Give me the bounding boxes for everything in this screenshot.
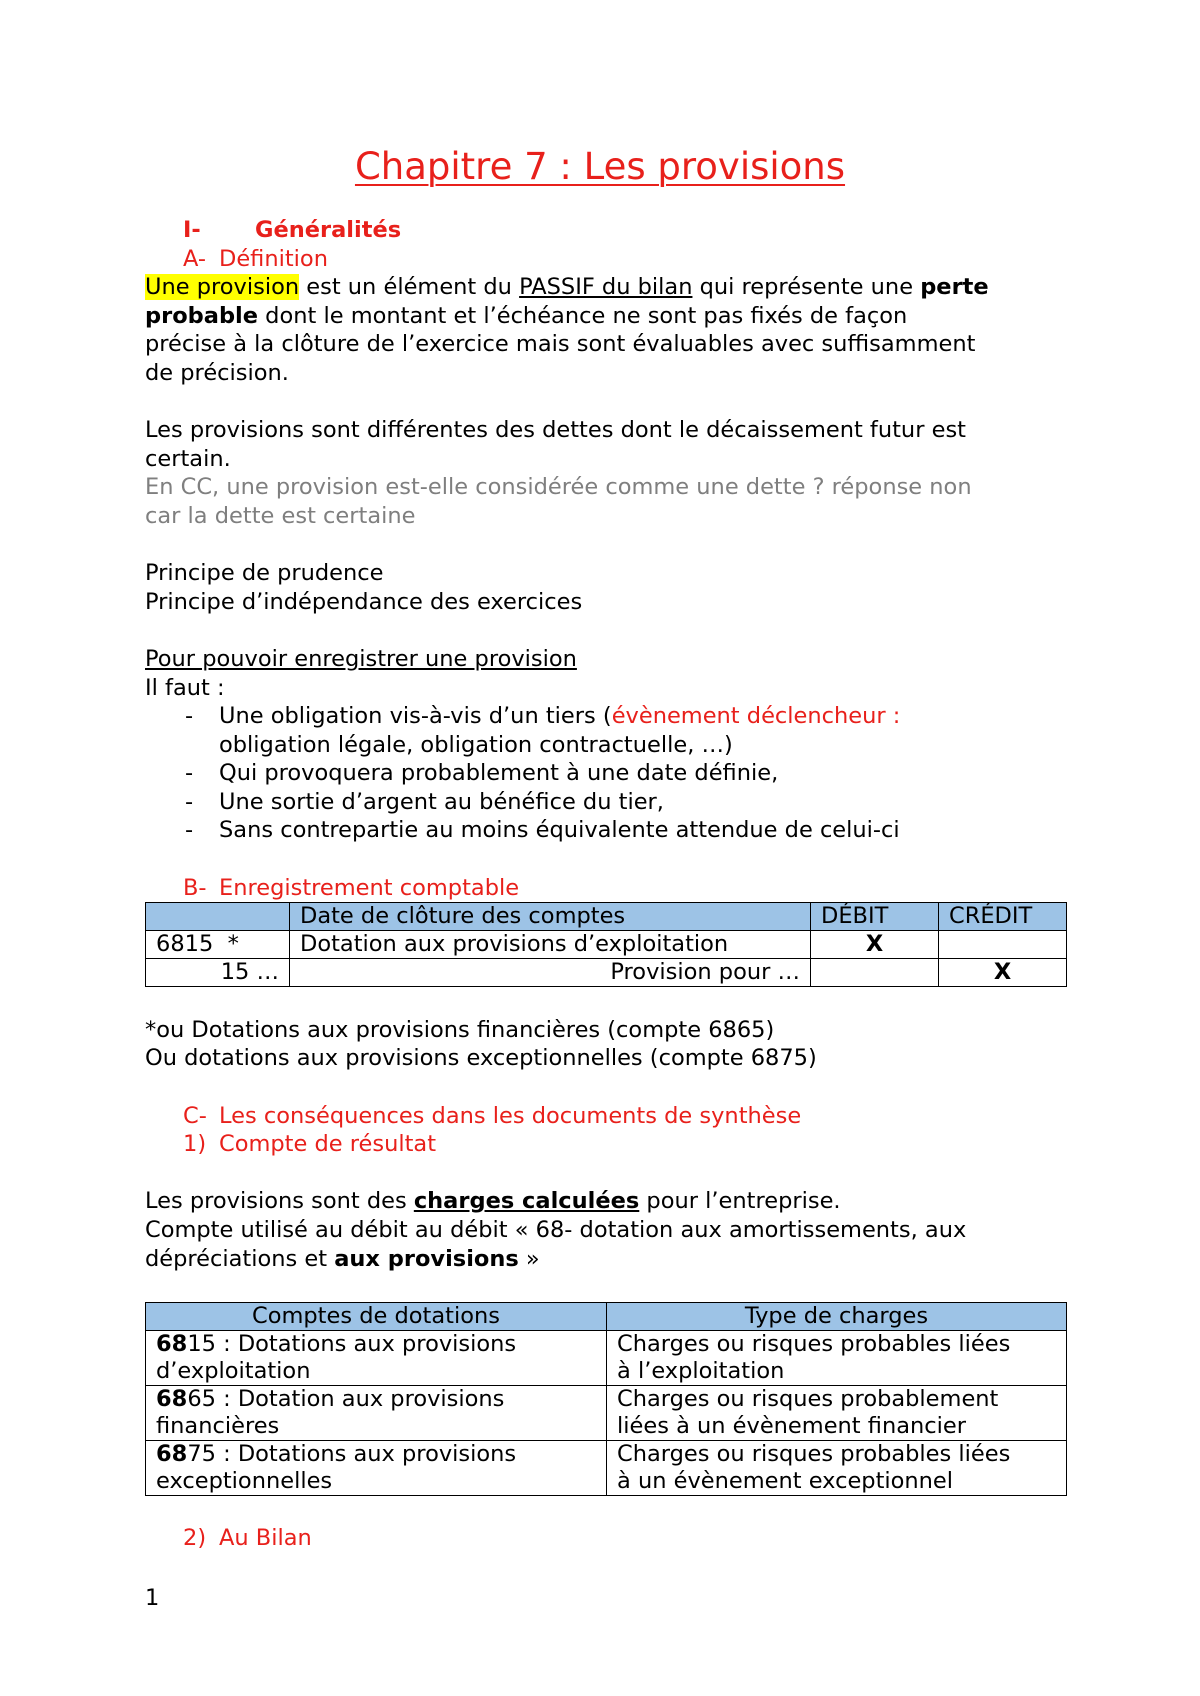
list-item: - Sans contrepartie au moins équivalente attendue de celui-ci xyxy=(185,817,900,844)
principle-line: Principe d’indépendance des exercices xyxy=(145,588,583,615)
note-line: *ou Dotations aux provisions financières (compte 6865) xyxy=(145,1016,775,1043)
document-body xyxy=(145,216,1065,1553)
subsection-heading-2: 2) Au Bilan xyxy=(183,1525,312,1552)
page-title: Chapitre 7 : Les provisions xyxy=(354,145,846,188)
table-header-row xyxy=(146,903,1067,931)
account-cell: 15 … xyxy=(146,959,290,987)
paragraph-line: dépréciations et aux provisions » xyxy=(145,1245,540,1272)
type-cell: Charges ou risques probablement liées à un évènement financier xyxy=(607,1385,1067,1440)
table-header-cell: CRÉDIT xyxy=(939,903,1067,931)
table-header-cell: Comptes de dotations xyxy=(146,1302,607,1330)
paragraph-line: Les provisions sont différentes des dettes dont le décaissement futur est xyxy=(145,417,966,444)
account-cell: 6815 : Dotations aux provisions d’exploitation xyxy=(146,1330,607,1385)
subsection-heading-c: C- Les conséquences dans les documents de synthèse xyxy=(183,1102,802,1129)
debit-cell xyxy=(811,959,939,987)
page-number: 1 xyxy=(145,1585,160,1611)
credit-cell: X xyxy=(939,959,1067,987)
list-item: - Qui provoquera probablement à une date définie, xyxy=(185,760,779,787)
table-row xyxy=(146,1440,1067,1495)
table-header-cell: Type de charges xyxy=(607,1302,1067,1330)
debit-cell: X xyxy=(811,931,939,959)
label-cell: Provision pour … xyxy=(290,959,811,987)
table-row xyxy=(146,1330,1067,1385)
principle-line: Principe de prudence xyxy=(145,560,384,587)
subsection-heading-a: A- Définition xyxy=(183,245,328,272)
definition-line-1: Une provision est un élément du PASSIF du bilan qui représente une perte xyxy=(145,274,989,301)
table-row xyxy=(146,959,1067,987)
paragraph-line: Compte utilisé au débit au débit « 68- dotation aux amortissements, aux xyxy=(145,1217,967,1243)
label-cell: Dotation aux provisions d’exploitation xyxy=(290,931,811,959)
paragraph-line: Les provisions sont des charges calculées pour l’entreprise. xyxy=(145,1188,841,1215)
definition-line-4: de précision. xyxy=(145,359,289,386)
note-line: Ou dotations aux provisions exceptionnelles (compte 6875) xyxy=(145,1045,817,1072)
table-header-cell xyxy=(146,903,290,931)
section-heading-1: I- Généralités xyxy=(183,217,402,243)
conditions-title: Pour pouvoir enregistrer une provision xyxy=(145,645,577,672)
list-item: - Une obligation vis-à-vis d’un tiers (évènement déclencheur : obligation légale, obligation contractuelle, …) xyxy=(185,703,901,758)
highlighted-term: Une provision xyxy=(145,274,300,301)
type-cell: Charges ou risques probables liées à un évènement exceptionnel xyxy=(607,1440,1067,1495)
table-header-row xyxy=(146,1302,1067,1330)
table-header-cell: Date de clôture des comptes xyxy=(290,903,811,931)
definition-line-2: probable dont le montant et l’échéance ne sont pas fixés de façon xyxy=(145,302,908,329)
table-row xyxy=(146,931,1067,959)
credit-cell xyxy=(939,931,1067,959)
comment-line: En CC, une provision est-elle considérée comme une dette ? réponse non xyxy=(145,474,972,501)
list-item: - Une sortie d’argent au bénéfice du tier, xyxy=(185,788,664,815)
dotations-table xyxy=(145,1302,1067,1496)
comment-line: car la dette est certaine xyxy=(145,502,416,529)
subsection-heading-1: 1) Compte de résultat xyxy=(183,1131,437,1158)
account-cell: 6875 : Dotations aux provisions exceptionnelles xyxy=(146,1440,607,1495)
table-header-cell: DÉBIT xyxy=(811,903,939,931)
paragraph-line: certain. xyxy=(145,445,231,472)
type-cell: Charges ou risques probables liées à l’exploitation xyxy=(607,1330,1067,1385)
journal-entry-table xyxy=(145,902,1067,987)
conditions-intro: Il faut : xyxy=(145,674,225,701)
subsection-heading-b: B- Enregistrement comptable xyxy=(183,874,520,901)
table-row xyxy=(146,1385,1067,1440)
account-cell: 6815 * xyxy=(146,931,290,959)
definition-line-3: précise à la clôture de l’exercice mais sont évaluables avec suffisamment xyxy=(145,331,976,358)
account-cell: 6865 : Dotation aux provisions financières xyxy=(146,1385,607,1440)
